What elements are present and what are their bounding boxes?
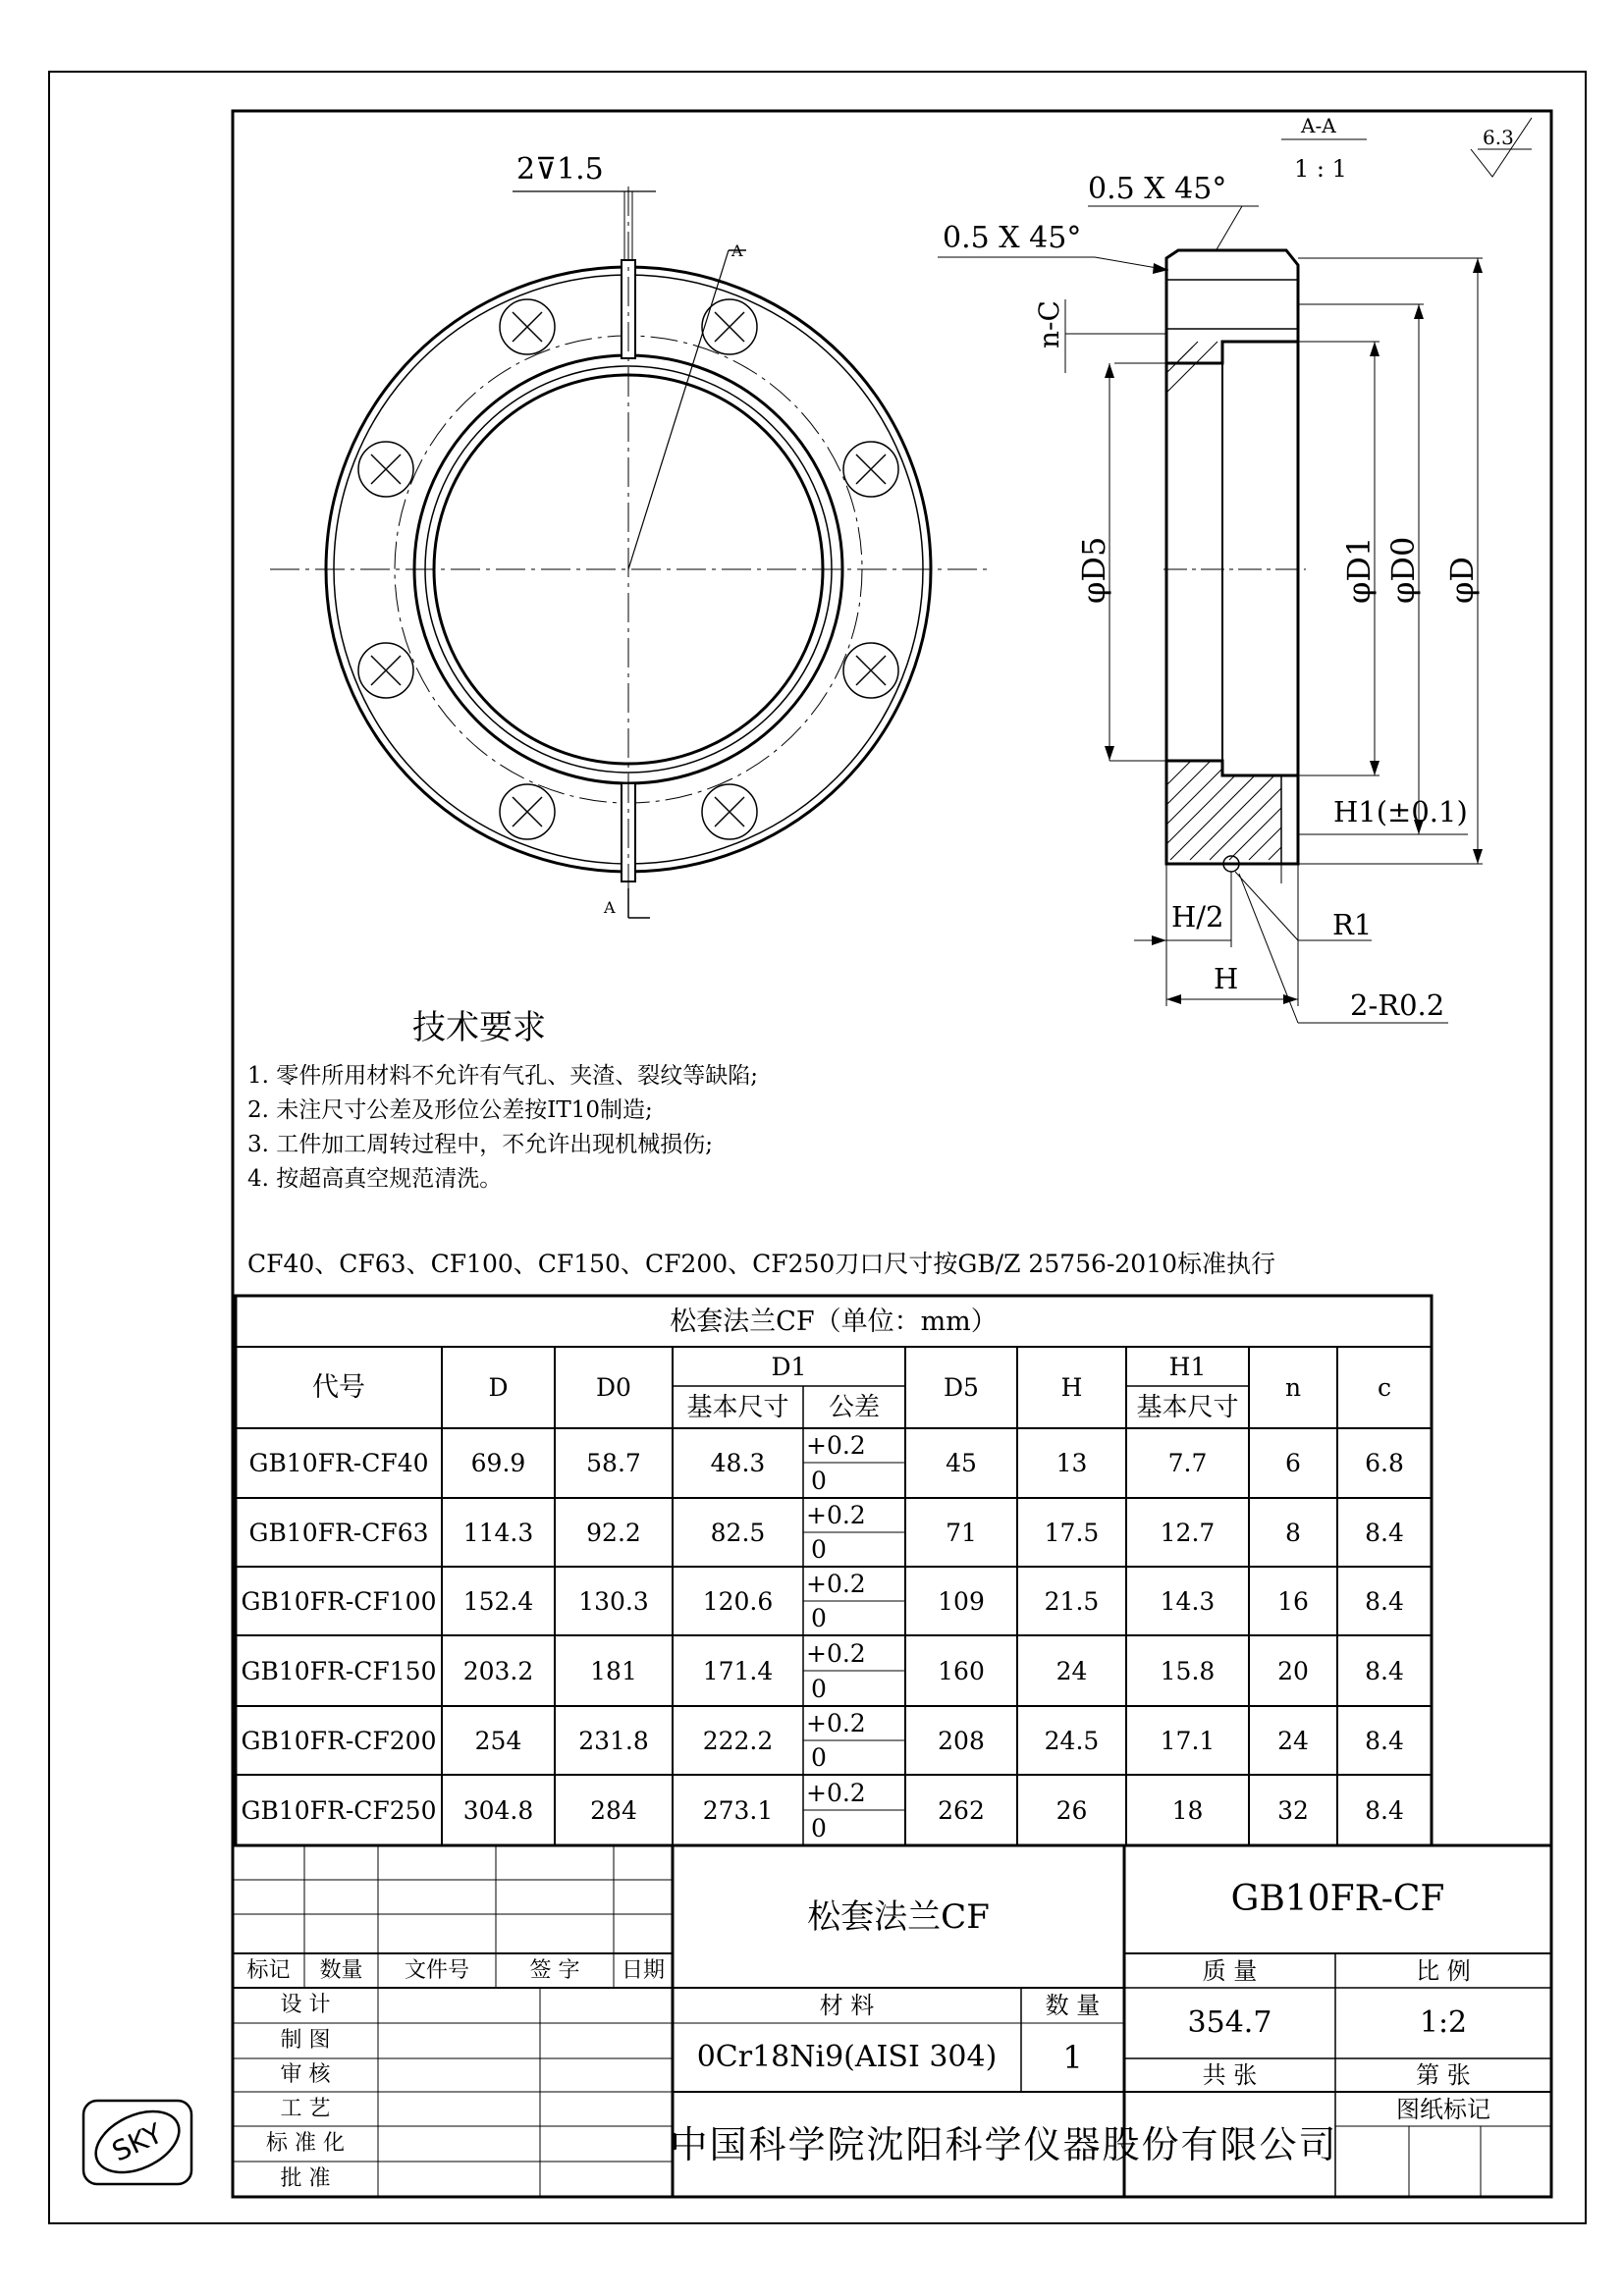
header-d0: D0 (596, 1373, 631, 1402)
row-h1: 18 (1171, 1795, 1204, 1825)
rev-header-mark: 标记 (246, 1957, 291, 1983)
flange-section-view (1163, 250, 1306, 872)
row-d0: 284 (590, 1795, 637, 1825)
row-h1: 14.3 (1160, 1586, 1216, 1616)
notes-title: 技术要求 (412, 1008, 546, 1047)
role-draw: 制 图 (280, 2028, 331, 2053)
note-1: 1. 零件所用材料不允许有气孔、夹渣、裂纹等缺陷; (247, 1063, 759, 1089)
dim-h1: H1(±0.1) (1333, 795, 1468, 828)
header-d: D (488, 1373, 509, 1402)
dim-h: H (1214, 962, 1239, 995)
row-tol-low: 0 (811, 1604, 827, 1632)
quantity-value: 1 (1062, 2039, 1083, 2076)
rev-header-sign: 签 字 (529, 1957, 580, 1983)
row-d5: 109 (938, 1586, 985, 1616)
row-c: 8.4 (1365, 1795, 1404, 1825)
row-h: 26 (1055, 1795, 1088, 1825)
row-d: 203.2 (462, 1656, 534, 1685)
dim-nc: n-C (1033, 300, 1065, 348)
row-d0: 181 (590, 1656, 637, 1685)
row-c: 6.8 (1365, 1449, 1404, 1477)
row-d1: 171.4 (702, 1656, 774, 1685)
row-tol-up: +0.2 (806, 1638, 866, 1668)
row-code: GB10FR-CF40 (248, 1449, 429, 1477)
section-mark-top: A (731, 241, 743, 260)
row-d5: 45 (946, 1449, 977, 1477)
part-name: 松套法兰CF (807, 1896, 990, 1937)
dim-r02: 2-R0.2 (1350, 988, 1445, 1022)
row-tol-low: 0 (811, 1813, 827, 1842)
section-hatching (1166, 342, 1281, 860)
row-h: 24 (1055, 1656, 1088, 1685)
mass-value: 354.7 (1187, 2005, 1272, 2040)
row-d: 114.3 (462, 1518, 534, 1547)
row-d: 69.9 (470, 1449, 526, 1477)
row-tol-up: +0.2 (806, 1709, 866, 1737)
note-3: 3. 工件加工周转过程中，不允许出现机械损伤; (247, 1132, 714, 1157)
row-d0: 231.8 (578, 1726, 649, 1755)
row-tol-up: +0.2 (806, 1501, 866, 1529)
row-tol-up: +0.2 (806, 1570, 866, 1598)
row-d5: 160 (938, 1656, 985, 1685)
row-tol-up: +0.2 (806, 1778, 866, 1807)
slot-callout: 2⊽1.5 (516, 152, 604, 187)
header-d1-tol: 公差 (828, 1392, 880, 1422)
row-tol-low: 0 (811, 1466, 827, 1495)
header-d1-basic: 基本尺寸 (686, 1392, 789, 1422)
row-d0: 92.2 (586, 1518, 641, 1547)
section-mark-bottom: A (604, 898, 616, 917)
rev-header-qty: 数量 (319, 1957, 363, 1983)
row-d5: 208 (938, 1726, 985, 1755)
role-standard: 标 准 化 (266, 2131, 345, 2156)
drawing-number: GB10FR-CF (1230, 1879, 1445, 1919)
row-h: 21.5 (1044, 1586, 1100, 1616)
standard-note: CF40、CF63、CF100、CF150、CF200、CF250刀口尺寸按GB/Z 25756-2010标准执行 (247, 1250, 1276, 1278)
dim-d1: φD1 (1340, 536, 1378, 604)
section-scale: 1 : 1 (1294, 155, 1347, 183)
dim-h-half: H/2 (1171, 900, 1224, 934)
header-h1: H1 (1168, 1352, 1207, 1381)
header-c: c (1377, 1373, 1391, 1402)
row-h1: 17.1 (1160, 1726, 1216, 1755)
flange-front-view (270, 187, 987, 918)
roughness-value: 6.3 (1483, 126, 1514, 149)
row-c: 8.4 (1365, 1656, 1404, 1685)
row-d1: 273.1 (702, 1795, 774, 1825)
row-code: GB10FR-CF200 (241, 1726, 437, 1755)
row-tol-low: 0 (811, 1535, 827, 1564)
note-2: 2. 未注尺寸公差及形位公差按IT10制造; (247, 1097, 653, 1123)
row-d1: 222.2 (702, 1726, 774, 1755)
row-d1: 120.6 (702, 1586, 774, 1616)
header-n: n (1284, 1373, 1302, 1402)
row-h1: 12.7 (1160, 1518, 1216, 1547)
chamfer-top-callout: 0.5 X 45° (1088, 172, 1227, 206)
dim-d0: φD0 (1384, 536, 1422, 604)
row-n: 8 (1285, 1518, 1301, 1547)
row-d1: 48.3 (710, 1449, 766, 1477)
header-h1-basic: 基本尺寸 (1136, 1392, 1239, 1422)
role-process: 工 艺 (280, 2096, 331, 2121)
rev-header-date: 日期 (621, 1957, 665, 1983)
section-label: A-A (1301, 114, 1336, 137)
material-label: 材 料 (819, 1992, 875, 2019)
dim-d5: φD5 (1075, 536, 1112, 604)
row-tol-low: 0 (811, 1674, 827, 1703)
row-d5: 262 (938, 1795, 985, 1825)
material-value: 0Cr18Ni9(AISI 304) (696, 2040, 998, 2074)
row-tol-low: 0 (811, 1743, 827, 1772)
row-n: 24 (1277, 1726, 1309, 1755)
row-h: 13 (1055, 1449, 1088, 1477)
header-h: H (1060, 1373, 1083, 1402)
row-code: GB10FR-CF250 (241, 1795, 437, 1825)
row-n: 20 (1277, 1656, 1309, 1685)
quantity-label: 数 量 (1045, 1992, 1101, 2019)
row-n: 32 (1277, 1795, 1309, 1825)
rev-header-doc: 文件号 (404, 1957, 469, 1983)
row-code: GB10FR-CF150 (241, 1656, 437, 1685)
row-c: 8.4 (1365, 1586, 1404, 1616)
row-d1: 82.5 (710, 1518, 766, 1547)
role-approve: 批 准 (280, 2166, 331, 2191)
role-check: 审 核 (280, 2062, 331, 2087)
dimension-arrows (1105, 258, 1483, 1004)
note-4: 4. 按超高真空规范清洗。 (247, 1166, 503, 1192)
row-h1: 15.8 (1160, 1656, 1216, 1685)
row-d: 254 (474, 1726, 522, 1755)
row-h: 17.5 (1044, 1518, 1100, 1547)
drawing-mark-label: 图纸标记 (1396, 2095, 1490, 2123)
row-h: 24.5 (1044, 1726, 1100, 1755)
row-h1: 7.7 (1167, 1449, 1208, 1477)
row-n: 6 (1285, 1449, 1301, 1477)
row-d: 152.4 (462, 1586, 534, 1616)
row-code: GB10FR-CF100 (241, 1586, 437, 1616)
row-tol-up: +0.2 (806, 1431, 866, 1460)
company-name: 中国科学院沈阳科学仪器股份有限公司 (670, 2122, 1338, 2166)
table-title: 松套法兰CF（单位：mm） (670, 1306, 998, 1337)
row-d5: 71 (946, 1518, 977, 1547)
row-d: 304.8 (462, 1795, 534, 1825)
header-d1: D1 (771, 1352, 807, 1381)
total-sheets-label: 共 张 (1202, 2061, 1258, 2089)
chamfer-side-callout: 0.5 X 45° (943, 221, 1082, 255)
logo-text: SKY (107, 2116, 168, 2168)
mass-label: 质 量 (1202, 1956, 1258, 1985)
scale-label: 比 例 (1416, 1956, 1471, 1985)
row-d0: 58.7 (586, 1449, 641, 1477)
sheet-label: 第 张 (1416, 2061, 1471, 2089)
row-n: 16 (1277, 1586, 1309, 1616)
row-c: 8.4 (1365, 1726, 1404, 1755)
role-design: 设 计 (280, 1993, 331, 2017)
dim-r1: R1 (1332, 908, 1373, 941)
header-d5: D5 (944, 1373, 979, 1402)
row-code: GB10FR-CF63 (248, 1518, 429, 1547)
row-c: 8.4 (1365, 1518, 1404, 1547)
header-code: 代号 (312, 1372, 365, 1403)
scale-value: 1:2 (1419, 2005, 1468, 2040)
row-d0: 130.3 (578, 1586, 649, 1616)
dim-d: φD (1443, 556, 1481, 604)
